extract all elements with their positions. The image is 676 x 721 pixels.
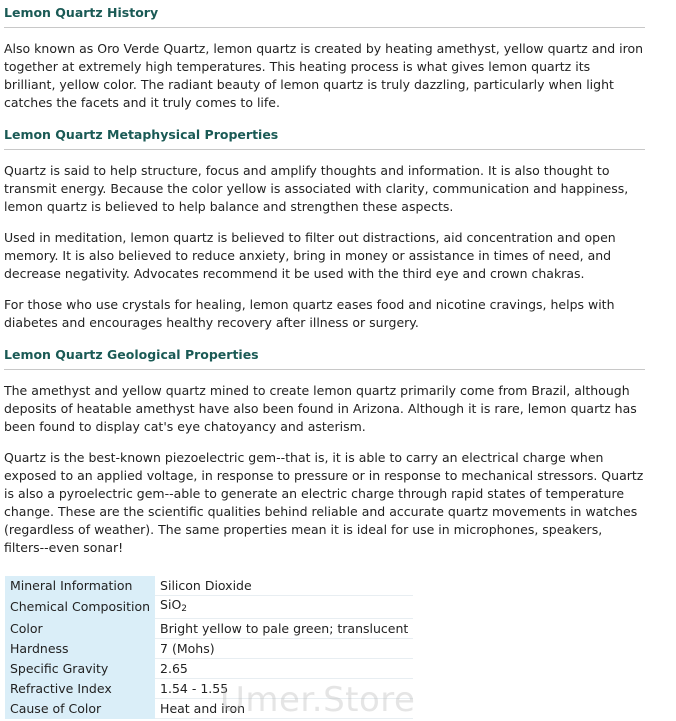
- property-value: [155, 596, 413, 619]
- property-value: Heat and iron: [155, 699, 413, 719]
- section-heading-metaphysical: Lemon Quartz Metaphysical Properties: [4, 127, 645, 150]
- table-row: [5, 659, 413, 679]
- geological-paragraph-2: Quartz is the best-known piezoelectric gem--that is, it is able to carry an electrical charge when exposed to an applied voltage, in response to pressure or in response to mechanical stressors. Quartz is also a pyroelectric gem--able to generate an electric charge through rapid states of temperature change. These are the scientific qualities behind reliable and accurate quartz movements in watches (regardless of weather). The same properties mean it is ideal for use in microphones, speakers, filters--even sonar!: [4, 450, 644, 555]
- property-value: Bright yellow to pale green; translucent: [155, 619, 413, 639]
- table-row: [5, 699, 413, 719]
- metaphysical-paragraph-2: Used in meditation, lemon quartz is believed to filter out distractions, aid concentration and open memory. It is also believed to reduce anxiety, bring in money or assistance in times of need, and decrease negativity. Advocates recommend it be used with the third eye and crown chakras.: [4, 230, 616, 281]
- section-heading-geological: Lemon Quartz Geological Properties: [4, 347, 645, 370]
- property-value: 1.54 - 1.55: [155, 679, 413, 699]
- table-row: [5, 679, 413, 699]
- property-label: Specific Gravity: [5, 659, 155, 679]
- table-row: [5, 596, 413, 619]
- section-heading-history: Lemon Quartz History: [4, 5, 645, 28]
- table-row: [5, 639, 413, 659]
- table-row: [5, 619, 413, 639]
- property-label: Cause of Color: [5, 699, 155, 719]
- property-value: Silicon Dioxide: [155, 576, 413, 596]
- article-content: [4, 0, 645, 557]
- property-label: Mineral Information: [5, 576, 155, 596]
- property-label: Refractive Index: [5, 679, 155, 699]
- properties-table: [5, 576, 416, 720]
- geological-paragraph-1: The amethyst and yellow quartz mined to create lemon quartz primarily come from Brazil, although deposits of heatable amethyst have also been found in Arizona. Although it is rare, lemon quartz has been found to display cat's eye chatoyancy and asterism.: [4, 383, 637, 434]
- metaphysical-paragraph-3: For those who use crystals for healing, lemon quartz eases food and nicotine cravings, helps with diabetes and encourages healthy recovery after illness or surgery.: [4, 297, 615, 330]
- formula-subscript: 2: [181, 604, 188, 614]
- property-value: 7 (Mohs): [155, 639, 413, 659]
- property-value: 2.65: [155, 659, 413, 679]
- property-label: Hardness: [5, 639, 155, 659]
- table-row: [5, 576, 413, 596]
- formula-base: SiO: [160, 597, 182, 612]
- property-label: Chemical Composition: [5, 596, 155, 619]
- history-paragraph: Also known as Oro Verde Quartz, lemon quartz is created by heating amethyst, yellow quartz and iron together at extremely high temperatures. This heating process is what gives lemon quartz its brilliant, yellow color. The radiant beauty of lemon quartz is truly dazzling, particularly when light catches the facets and it truly comes to life.: [4, 41, 644, 110]
- metaphysical-paragraph-1: Quartz is said to help structure, focus and amplify thoughts and information. It is also thought to transmit energy. Because the color yellow is associated with clarity, communication and happiness, lemon quartz is believed to help balance and strengthen these aspects.: [4, 163, 629, 214]
- watermark: Umer.Store: [220, 680, 416, 720]
- property-label: Color: [5, 619, 155, 639]
